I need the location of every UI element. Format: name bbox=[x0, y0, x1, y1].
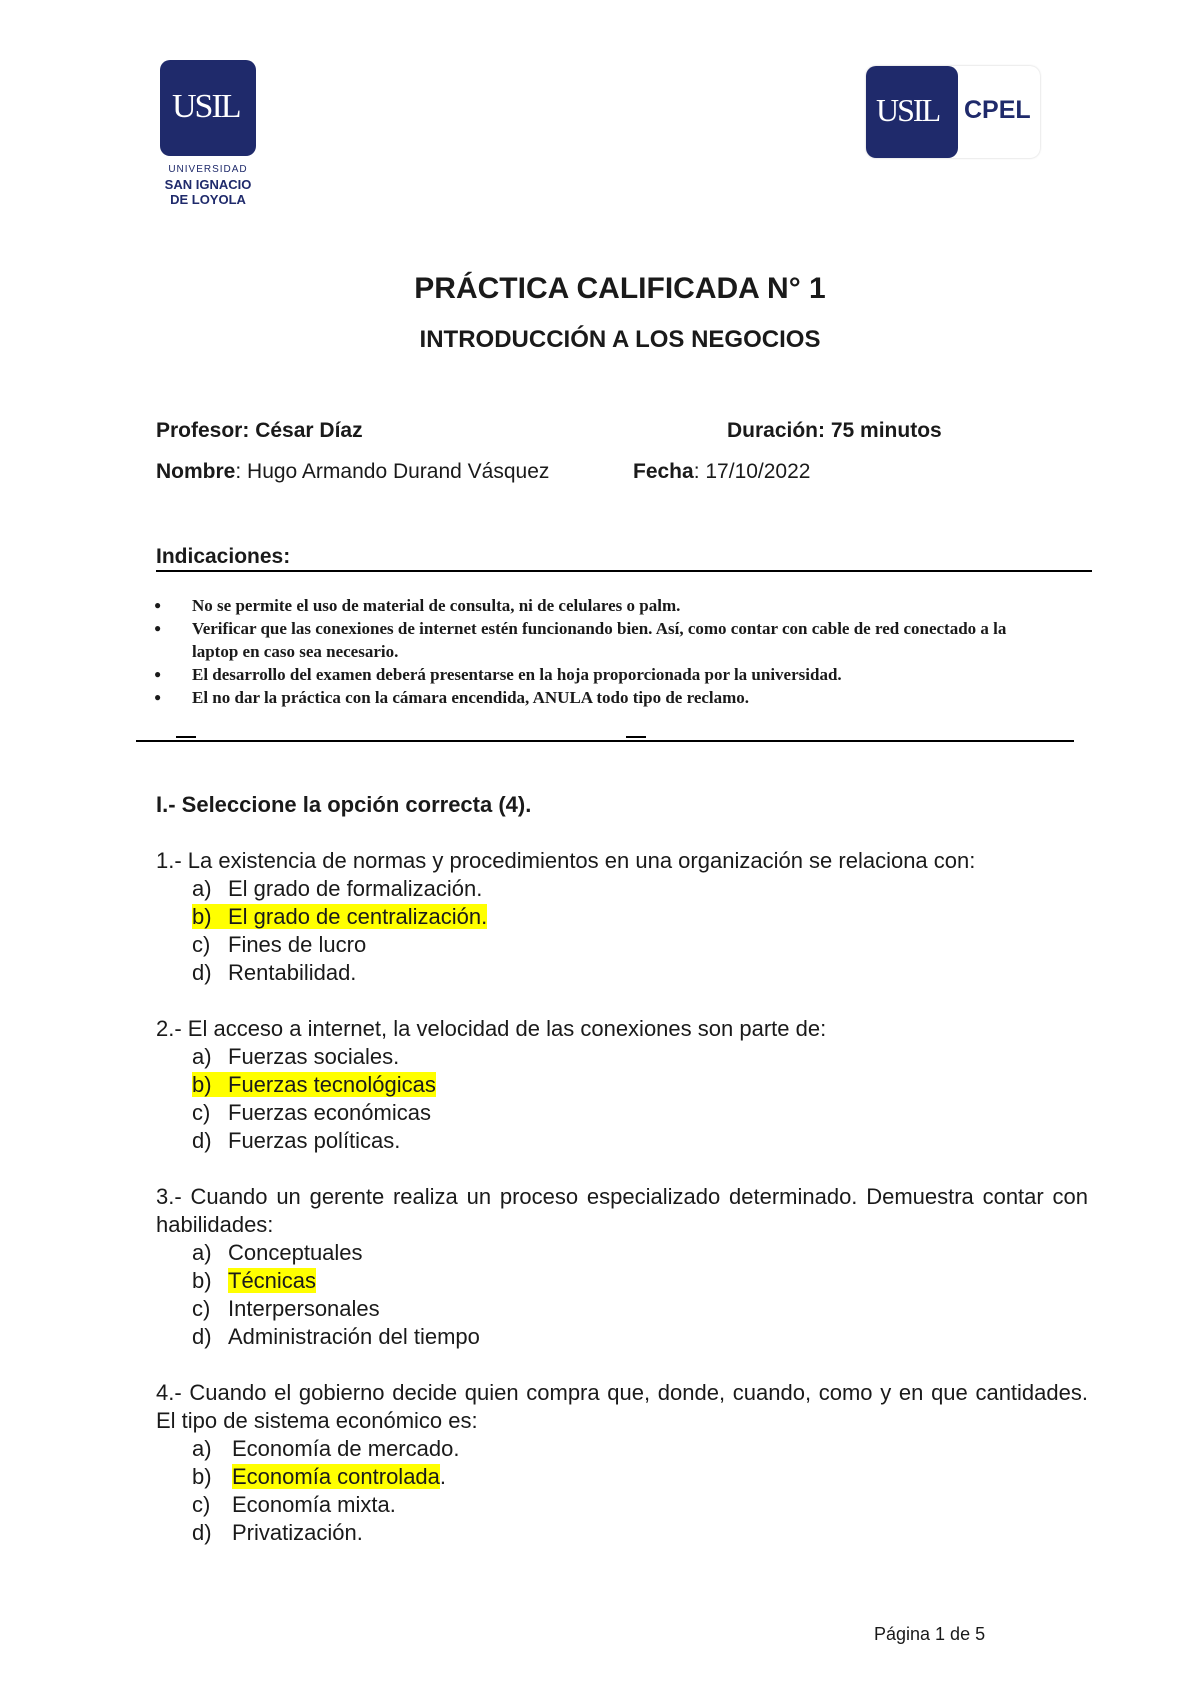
q3-option-b[interactable]: b) Técnicas bbox=[192, 1268, 317, 1293]
indicacion-item: ● El no dar la práctica con la cámara encendida, ANULA todo tipo de reclamo. bbox=[152, 686, 1052, 709]
q3-option-a[interactable]: a) Conceptuales bbox=[192, 1240, 363, 1265]
nombre-line bbox=[156, 460, 549, 484]
q2-option-a[interactable]: a) Fuerzas sociales. bbox=[192, 1044, 400, 1069]
rule-tick-left bbox=[176, 736, 196, 738]
duracion-value: 75 minutos bbox=[830, 419, 942, 442]
usil-line1: UNIVERSIDAD bbox=[168, 164, 248, 175]
duracion-line bbox=[727, 419, 942, 443]
nombre-label: Nombre bbox=[156, 460, 236, 483]
section-title: I.- Seleccione la opción correcta (4). bbox=[156, 792, 532, 817]
usil-university-name bbox=[140, 162, 276, 207]
question-4: 4.- Cuando el gobierno decide quien compra que, donde, cuando, como y en que cantidades. El tipo de sistema económico es: bbox=[156, 1380, 1088, 1433]
cpel-monogram: USIL bbox=[876, 92, 940, 128]
q2-option-d[interactable]: d) Fuerzas políticas. bbox=[192, 1128, 401, 1153]
question-3: 3.- Cuando un gerente realiza un proceso especializado determinado. Demuestra contar con habilidades: bbox=[156, 1184, 1088, 1237]
q2-option-c[interactable]: c) Fuerzas económicas bbox=[192, 1100, 431, 1125]
q4-option-d[interactable]: d) Privatización. bbox=[192, 1520, 363, 1545]
cpel-logo bbox=[866, 66, 1040, 158]
duracion-label: Duración: bbox=[727, 419, 826, 442]
cpel-logo-mark bbox=[866, 66, 958, 158]
rule-tick-right bbox=[626, 736, 646, 738]
page-number: Página 1 de 5 bbox=[874, 1624, 986, 1644]
nombre-value: : Hugo Armando Durand Vásquez bbox=[235, 460, 550, 483]
cpel-label: CPEL bbox=[964, 96, 1031, 124]
q4-option-a[interactable]: a) Economía de mercado. bbox=[192, 1436, 460, 1461]
indicacion-item: ● Verificar que las conexiones de internet estén funcionando bien. Así, como contar con cable de red conectado a la laptop en caso sea necesario. bbox=[152, 617, 1052, 663]
fecha-line bbox=[633, 460, 810, 484]
question-1: 1.- La existencia de normas y procedimientos en una organización se relaciona con: bbox=[156, 848, 976, 873]
q3-option-d[interactable]: d) Administración del tiempo bbox=[192, 1324, 480, 1349]
usil-line2: SAN IGNACIO bbox=[164, 177, 252, 192]
profesor-value: César Díaz bbox=[255, 419, 363, 442]
profesor-label: Profesor: bbox=[156, 419, 250, 442]
q1-option-a[interactable]: a) El grado de formalización. bbox=[192, 876, 483, 901]
question-2: 2.- El acceso a internet, la velocidad de las conexiones son parte de: bbox=[156, 1016, 827, 1041]
page-title: PRÁCTICA CALIFICADA N° 1 bbox=[414, 272, 826, 305]
indicacion-item: ● No se permite el uso de material de consulta, ni de celulares o palm. bbox=[152, 594, 1052, 617]
usil-monogram: USIL bbox=[172, 88, 240, 125]
q1-option-d[interactable]: d) Rentabilidad. bbox=[192, 960, 357, 985]
q2-option-b[interactable]: b) Fuerzas tecnológicas bbox=[192, 1072, 436, 1097]
usil-line3: DE LOYOLA bbox=[170, 192, 246, 207]
page-subtitle: INTRODUCCIÓN A LOS NEGOCIOS bbox=[419, 326, 821, 353]
profesor-line bbox=[156, 419, 363, 443]
indicaciones-list bbox=[152, 594, 1052, 709]
q3-option-c[interactable]: c) Interpersonales bbox=[192, 1296, 380, 1321]
q1-option-b[interactable]: b) El grado de centralización. bbox=[192, 904, 488, 929]
q4-option-c[interactable]: c) Economía mixta. bbox=[192, 1492, 396, 1517]
q4-option-b[interactable]: b) Economía controlada. bbox=[192, 1464, 447, 1489]
usil-logo-left bbox=[160, 60, 256, 156]
fecha-label: Fecha bbox=[633, 460, 694, 483]
indicaciones-top-rule bbox=[156, 570, 1092, 572]
indicaciones-heading: Indicaciones: bbox=[156, 545, 291, 568]
indicacion-item: ● El desarrollo del examen deberá presentarse en la hoja proporcionada por la universidad. bbox=[152, 663, 1052, 686]
indicaciones-bottom-rule bbox=[136, 740, 1074, 742]
q1-option-c[interactable]: c) Fines de lucro bbox=[192, 932, 367, 957]
fecha-value: : 17/10/2022 bbox=[693, 460, 811, 483]
